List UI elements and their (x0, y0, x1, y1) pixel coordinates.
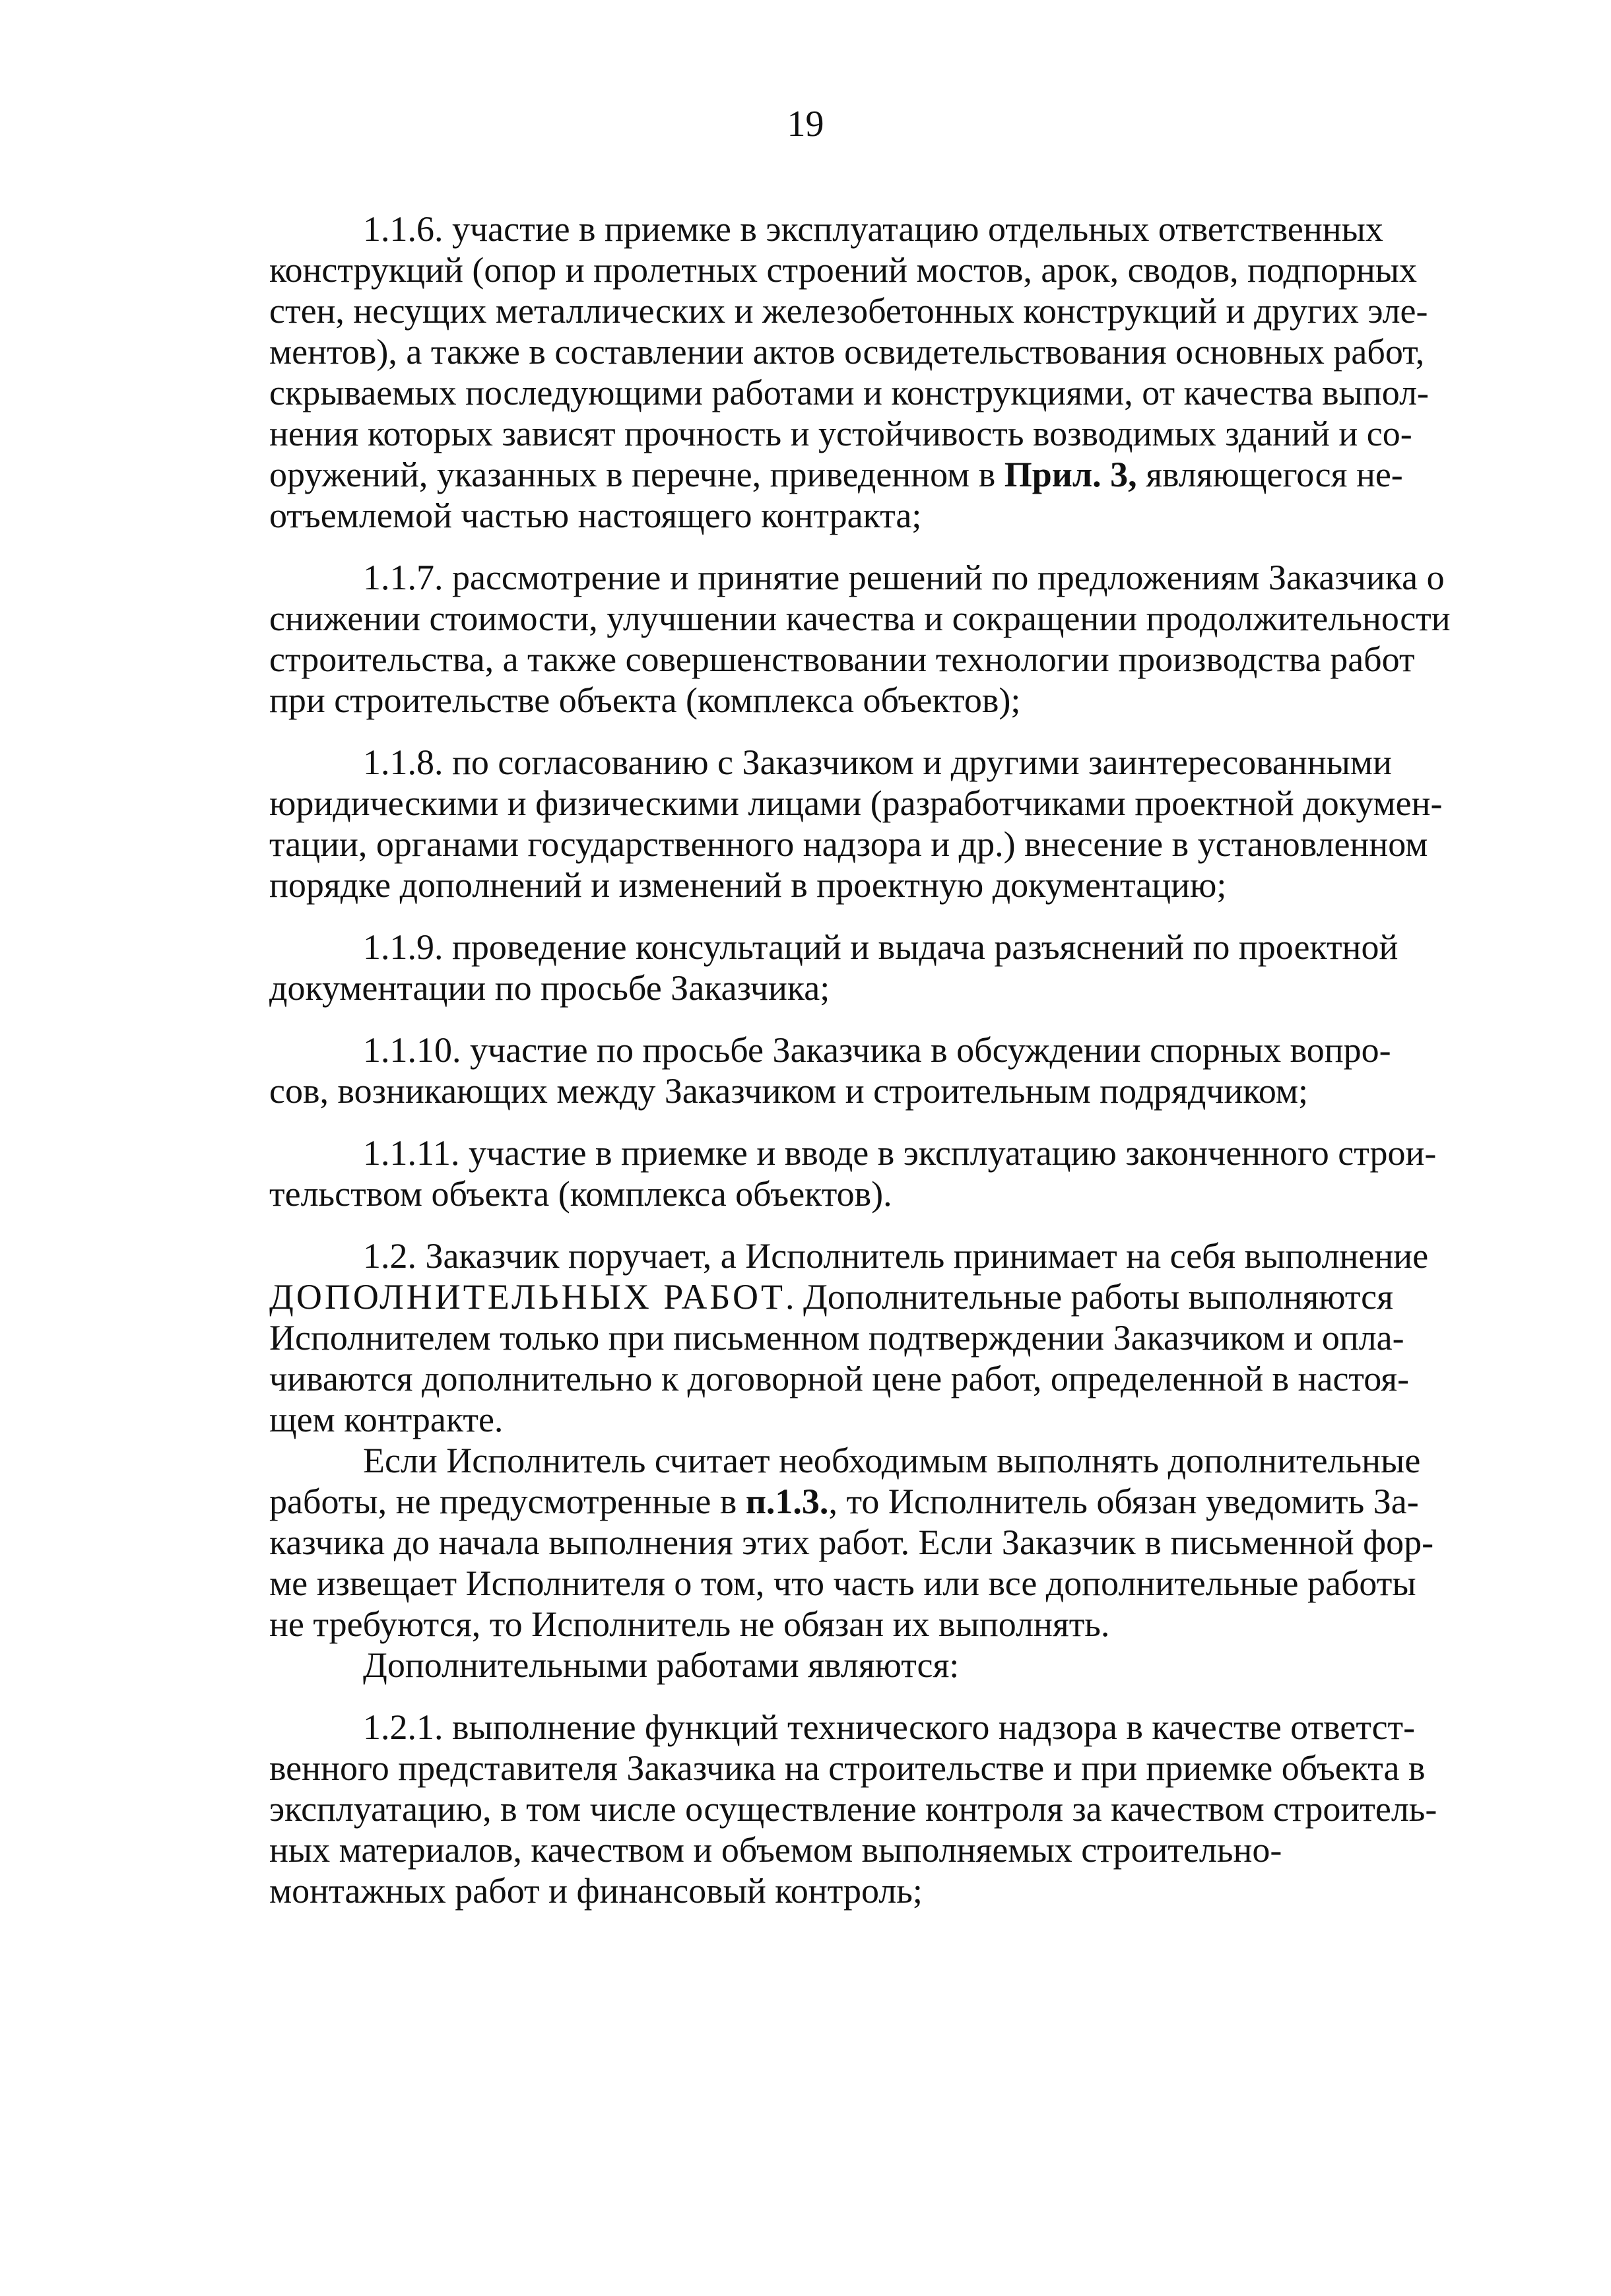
text-line: 1.1.9. проведение консультаций и выдача разъяснений по проектной (363, 927, 1398, 967)
paragraph-1-1-10 (269, 1030, 1536, 1111)
text-line: 1.1.7. рассмотрение и принятие решений по предложениям Заказчика о (363, 558, 1445, 597)
paragraph-if-contractor (269, 1440, 1536, 1645)
text-line: Дополнительными работами являются: (363, 1645, 960, 1685)
paragraph-1-2 (269, 1235, 1536, 1440)
text-line: юридическими и физическими лицами (разработчиками проектной докумен- (269, 783, 1443, 823)
paragraph-1-2-1 (269, 1707, 1536, 1911)
text-line: венного представителя Заказчика на строительстве и при приемке объекта в (269, 1748, 1426, 1788)
text-line: стен, несущих металлических и железобетонных конструкций и других эле- (269, 291, 1428, 331)
text-line: 1.2. Заказчик поручает, а Исполнитель принимает на себя выполнение (363, 1236, 1429, 1276)
text-line: не требуются, то Исполнитель не обязан их выполнять. (269, 1604, 1110, 1644)
text-line: 1.1.8. по согласованию с Заказчиком и другими заинтересованными (363, 742, 1392, 782)
text-line: 1.2.1. выполнение функций технического надзора в качестве ответст- (363, 1707, 1416, 1747)
paragraph-1-1-8 (269, 742, 1536, 905)
text-line: ных материалов, качеством и объемом выполняемых строительно- (269, 1830, 1282, 1870)
additional-works-heading: ДОПОЛНИТЕЛЬНЫХ РАБОТ (269, 1277, 785, 1317)
text-line: Исполнителем только при письменном подтверждении Заказчиком и опла- (269, 1318, 1404, 1358)
text-line: документации по просьбе Заказчика; (269, 968, 830, 1008)
paragraph-1-1-6 (269, 209, 1536, 536)
clause-reference: п.1.3. (745, 1482, 829, 1521)
text-line-with-caps (269, 1276, 1536, 1317)
text-line: тельством объекта (комплекса объектов). (269, 1174, 892, 1214)
paragraph-additional-works-list-intro (269, 1645, 1536, 1686)
text-line: сов, возникающих между Заказчиком и строительным подрядчиком; (269, 1071, 1309, 1111)
text-line: порядке дополнений и изменений в проектную документацию; (269, 865, 1227, 905)
text-line: скрываемых последующими работами и конструкциями, от качества выпол- (269, 373, 1430, 412)
text-fragment: , то Исполнитель обязан уведомить За- (828, 1482, 1419, 1521)
text-line: тации, органами государственного надзора и др.) внесение в установленном (269, 824, 1428, 864)
page-number: 19 (787, 104, 824, 145)
text-fragment: оружений, указанных в перечне, приведенном в (269, 455, 1004, 494)
text-line: отъемлемой частью настоящего контракта; (269, 496, 922, 535)
text-line: 1.1.10. участие по просьбе Заказчика в обсуждении спорных вопро- (363, 1030, 1391, 1070)
paragraph-1-1-9 (269, 927, 1536, 1008)
text-line: 1.1.6. участие в приемке в эксплуатацию отдельных ответственных (363, 209, 1383, 249)
text-line: чиваются дополнительно к договорной цене работ, определенной в настоя- (269, 1359, 1410, 1398)
text-line: конструкций (опор и пролетных строений мостов, арок, сводов, подпорных (269, 250, 1418, 290)
text-line: эксплуатацию, в том числе осуществление контроля за качеством строитель- (269, 1789, 1437, 1829)
text-fragment: . Дополнительные работы выполняются (785, 1277, 1393, 1317)
text-line: казчика до начала выполнения этих работ. Если Заказчик в письменной фор- (269, 1523, 1434, 1562)
appendix-reference: Прил. 3, (1004, 455, 1137, 494)
text-line: нения которых зависят прочность и устойчивость возводимых зданий и со- (269, 414, 1412, 453)
text-line: 1.1.11. участие в приемке и вводе в эксплуатацию законченного строи- (363, 1133, 1437, 1173)
paragraph-1-1-11 (269, 1132, 1536, 1214)
text-fragment: работы, не предусмотренные в (269, 1482, 746, 1521)
text-line: снижении стоимости, улучшении качества и сокращении продолжительности (269, 599, 1451, 638)
paragraph-1-1-7 (269, 557, 1536, 721)
text-line: ментов), а также в составлении актов освидетельствования основных работ, (269, 332, 1425, 372)
text-line: при строительстве объекта (комплекса объектов); (269, 680, 1021, 720)
document-body (269, 209, 1536, 1911)
text-line: строительства, а также совершенствовании технологии производства работ (269, 640, 1415, 679)
text-line: монтажных работ и финансовый контроль; (269, 1871, 923, 1911)
text-fragment: являющегося не- (1136, 455, 1403, 494)
text-line-with-reference (269, 454, 1536, 495)
text-line: ме извещает Исполнителя о том, что часть или все дополнительные работы (269, 1563, 1416, 1603)
text-line: щем контракте. (269, 1400, 504, 1439)
text-line-with-reference (269, 1481, 1536, 1522)
text-line: Если Исполнитель считает необходимым выполнять дополнительные (363, 1441, 1421, 1480)
